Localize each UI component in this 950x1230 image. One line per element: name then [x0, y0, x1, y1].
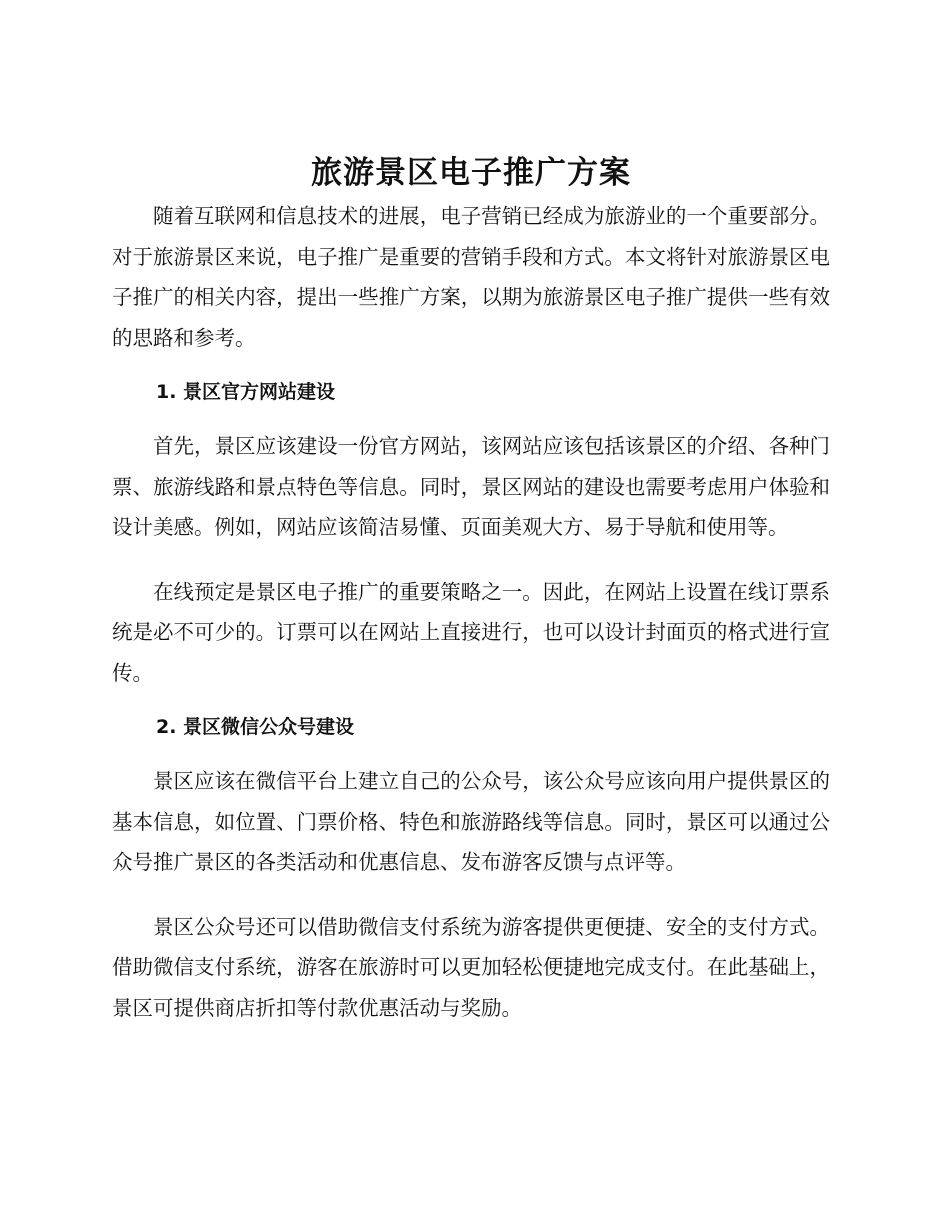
intro-paragraph: 随着互联网和信息技术的进展，电子营销已经成为旅游业的一个重要部分。对于旅游景区来说，电子推广是重要的营销手段和方式。本文将针对旅游景区电子推广的相关内容，提出一些推广方案，以期为旅游景区电子推广提供一些有效的思路和参考。 [112, 204, 830, 350]
section-heading-wechat: 2. 景区微信公众号建设 [156, 716, 355, 738]
section-paragraph: 景区应该在微信平台上建立自己的公众号，该公众号应该向用户提供景区的基本信息，如位置、门票价格、特色和旅游路线等信息。同时，景区可以通过公众号推广景区的各类活动和优惠信息、发布游客反馈与点评等。 [112, 769, 830, 874]
section-paragraph: 在线预定是景区电子推广的重要策略之一。因此，在网站上设置在线订票系统是必不可少的。订票可以在网站上直接进行，也可以设计封面页的格式进行宣传。 [112, 579, 830, 685]
spacer [112, 693, 830, 707]
section-heading-website: 1. 景区官方网站建设 [156, 381, 336, 403]
spacer [112, 747, 830, 761]
section-paragraph: 景区公众号还可以借助微信支付系统为游客提供更便捷、安全的支付方式。借助微信支付系统，游客在旅游时可以更加轻松便捷地完成支付。在此基础上，景区可提供商店折扣等付款优惠活动与奖励。 [112, 914, 830, 1020]
spacer [112, 358, 830, 372]
spacer [112, 883, 830, 907]
document-title: 旅游景区电子推广方案 [311, 155, 631, 191]
spacer [112, 412, 830, 426]
spacer [112, 548, 830, 572]
document-page [112, 150, 830, 1028]
section-paragraph: 首先，景区应该建设一份官方网站，该网站应该包括该景区的介绍、各种门票、旅游线路和景点特色等信息。同时，景区网站的建设也需要考虑用户体验和设计美感。例如，网站应该简洁易懂、页面美观大方、易于导航和使用等。 [112, 434, 830, 539]
